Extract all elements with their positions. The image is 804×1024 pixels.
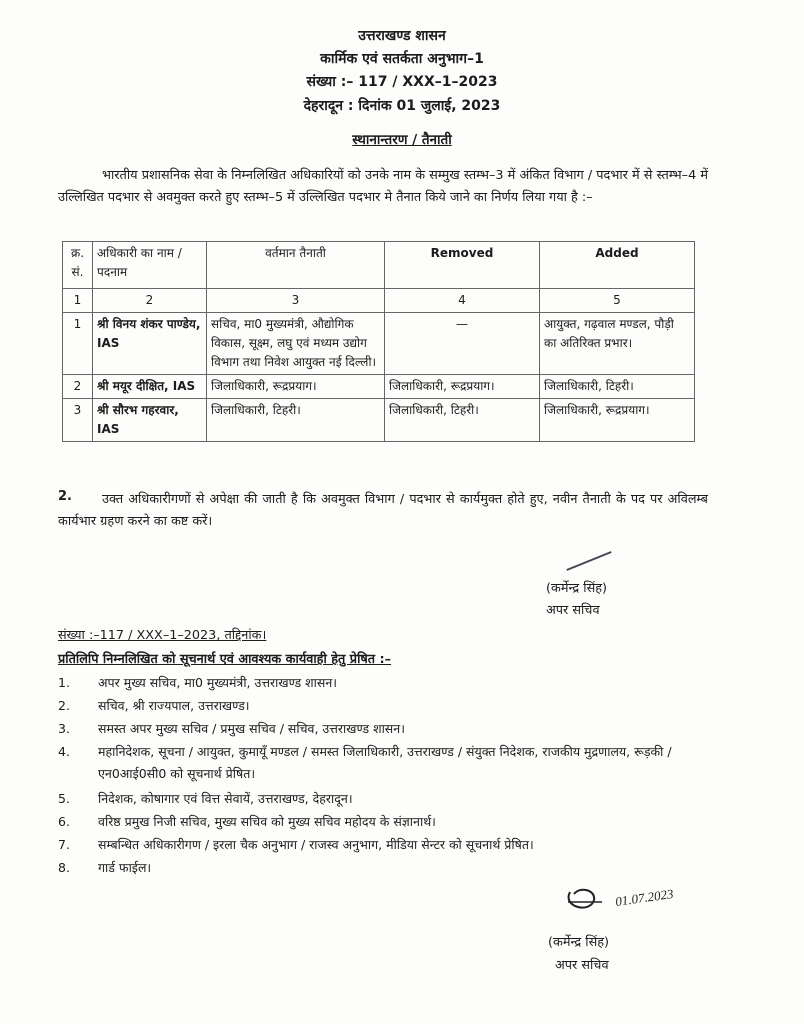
list-item-number: 8. [58,860,70,875]
header-department: कार्मिक एवं सतर्कता अनुभाग–1 [320,51,484,67]
current-posting: सचिव, मा0 मुख्यमंत्री, औद्योगिक विकास, सूक्ष्म, लघु एवं मध्यम उद्योग विभाग तथा निवेश आयुक्त नई दिल्ली। [207,313,385,375]
copy-heading: प्रतिलिपि निम्नलिखित को सूचनार्थ एवं आवश्यक कार्यवाही हेतु प्रेषित :– [58,652,392,667]
signature-mark [566,551,611,571]
list-item-text: महानिदेशक, सूचना / आयुक्त, कुमायूँ मण्डल / समस्त जिलाधिकारी, उत्तराखण्ड / संयुक्त निदेशक, राजकीय मुद्रणालय, रूड़की / एन0आई0सी0 को सूचनार्थ प्रेषित। [98,744,672,781]
list-item-number: 6. [58,814,70,829]
list-item-text: वरिष्ठ प्रमुख निजी सचिव, मुख्य सचिव को मुख्य सचिव महोदय के संज्ञानार्थ। [98,814,436,829]
row-serial: 1 [63,313,93,375]
paragraph-2: उक्त अधिकारीगणों से अपेक्षा की जाती है कि अवमुक्त विभाग / पदभार से कार्यमुक्त होते हुए, नवीन तैनाती के पद पर अविलम्ब कार्यभार ग्रहण करने का कष्ट करें। [58,492,708,529]
table-row [63,375,695,399]
signatory-designation: अपर सचिव [555,958,609,973]
row-serial: 3 [63,399,93,442]
removed-posting: जिलाधिकारी, टिहरी। [385,399,540,442]
paragraph-2-number: 2. [58,489,72,504]
list-item-number: 3. [58,721,70,736]
removed-posting: जिलाधिकारी, रूद्रप्रयाग। [385,375,540,399]
column-number: 2 [93,289,207,313]
header-government: उत्तराखण्ड शासन [358,28,446,44]
table-header-row [63,242,695,289]
list-item-text: अपर मुख्य सचिव, मा0 मुख्यमंत्री, उत्तराखण्ड शासन। [98,675,338,690]
list-item-text: सचिव, श्री राज्यपाल, उत्तराखण्ड। [98,698,250,713]
list-item [58,811,718,833]
added-posting: जिलाधिकारी, टिहरी। [540,375,695,399]
current-posting: जिलाधिकारी, रूद्रप्रयाग। [207,375,385,399]
column-number: 4 [385,289,540,313]
added-posting: जिलाधिकारी, रूद्रप्रयाग। [540,399,695,442]
subject-heading: स्थानान्तरण / तैनाती [352,132,452,148]
header-reference-number: संख्या :– 117 / XXX–1–2023 [306,74,498,90]
signatory-designation: अपर सचिव [546,603,600,618]
signatory-name: (कर्मेन्द्र सिंह) [548,935,610,950]
signatory-name: (कर्मेन्द्र सिंह) [546,581,608,596]
signature-date: 01.07.2023 [614,885,675,909]
table-header-cell: वर्तमान तैनाती [207,242,385,289]
table-header-cell: अधिकारी का नाम / पदनाम [93,242,207,289]
officer-name: श्री मयूर दीक्षित, IAS [93,375,207,399]
paragraph-1: भारतीय प्रशासनिक सेवा के निम्नलिखित अधिकारियों को उनके नाम के सम्मुख स्तम्भ–3 में अंकित विभाग / पदभार में से स्तम्भ–4 में उल्लिखित पदभार से अवमुक्त करते हुए स्तम्भ–5 में उल्लिखित पदभार मे तैनात किये जाने का निर्णय लिया गया है :– [58,168,708,205]
handwritten-signature [560,872,710,922]
list-item-text: निदेशक, कोषागार एवं वित्त सेवायें, उत्तराखण्ड, देहरादून। [98,791,353,806]
table-column-number-row [63,289,695,313]
list-item [58,834,718,856]
list-item [58,672,718,694]
list-item-number: 1. [58,675,70,690]
header-place-date: देहरादून : दिनांक 01 जुलाई, 2023 [303,98,501,114]
row-serial: 2 [63,375,93,399]
list-item-text: गार्ड फाईल। [98,860,152,875]
table-row [63,313,695,375]
column-number: 1 [63,289,93,313]
column-number: 3 [207,289,385,313]
list-item [58,741,718,785]
current-posting: जिलाधिकारी, टिहरी। [207,399,385,442]
officer-name: श्री विनय शंकर पाण्डेय, IAS [93,313,207,375]
table-row [63,399,695,442]
column-number: 5 [540,289,695,313]
table-header-cell: Added [540,242,695,289]
list-item [58,695,718,717]
copy-reference: संख्या :–117 / XXX–1–2023, तद्दिनांक। [58,628,267,643]
table-header-cell: क्र. सं. [63,242,93,289]
transfer-table [62,241,695,442]
added-posting: आयुक्त, गढ़वाल मण्डल, पौड़ी का अतिरिक्त प्रभार। [540,313,695,375]
list-item-number: 5. [58,791,70,806]
list-item-text: समस्त अपर मुख्य सचिव / प्रमुख सचिव / सचिव, उत्तराखण्ड शासन। [98,721,405,736]
officer-name: श्री सौरभ गहरवार, IAS [93,399,207,442]
list-item-text: सम्बन्धित अधिकारीगण / इरला चैक अनुभाग / राजस्व अनुभाग, मीडिया सेन्टर को सूचनार्थ प्रेषित। [98,837,534,852]
list-item [58,718,718,740]
list-item [58,788,718,810]
list-item-number: 2. [58,698,70,713]
removed-posting: — [385,313,540,375]
table-header-cell: Removed [385,242,540,289]
list-item-number: 4. [58,744,70,759]
list-item-number: 7. [58,837,70,852]
